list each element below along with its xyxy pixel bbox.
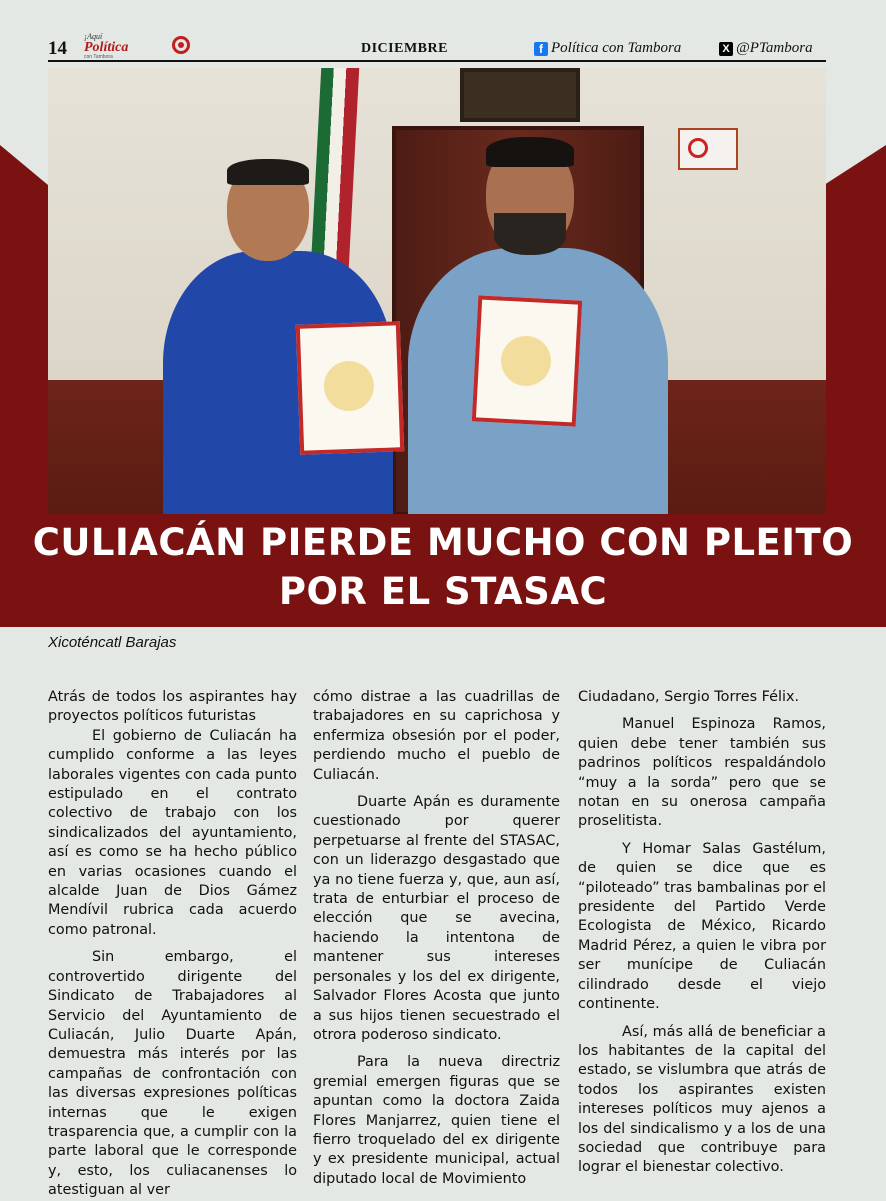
x-link[interactable] — [719, 40, 813, 57]
logo-small-text: ¡Aquí — [84, 32, 103, 41]
photo-document-right — [472, 295, 582, 426]
x-handle: @PTambora — [736, 40, 813, 56]
person-left-hair — [227, 159, 309, 185]
person-right-beard — [494, 213, 566, 255]
paragraph: El gobierno de Culiacán ha cumplido conforme a las leyes laborales vigentes con cada punto estipulado en el contrato colectivo de trabajo con los sindicalizados del ayuntamiento, así es como se ha hecho público en varias ocasiones cuando el alcalde Juan de Dios Gámez Mendívil rubrica cada acuerdo como patronal. — [48, 727, 297, 938]
photo-document-left — [296, 321, 404, 455]
decorative-band-right — [824, 185, 886, 515]
article-column-1 — [48, 688, 297, 1201]
issue-month: DICIEMBRE — [361, 41, 448, 56]
headline-line-1: CULIACÁN PIERDE MUCHO CON PLEITO — [32, 521, 854, 564]
paragraph: Manuel Espinoza Ramos, quien debe tener también sus padrinos políticos respaldándolo “muy a la sorda” pero que se notan en su onerosa campaña proselitista. — [578, 716, 826, 830]
publication-logo — [84, 34, 204, 60]
header-rule — [48, 60, 826, 62]
article-column-2 — [313, 688, 560, 1189]
decorative-corner-left — [0, 145, 48, 185]
facebook-icon: f — [534, 42, 548, 56]
paragraph: Así, más allá de beneficiar a los habitantes de la capital del estado, se vislumbra que atrás de todos los aspirantes existen intereses políticos muy ajenos a los del sindicalismo y a los de una sociedad que contribuye para lograr el bienestar colectivo. — [578, 1023, 826, 1176]
logo-tagline: con Tambora — [84, 54, 113, 60]
article-photo — [48, 68, 826, 514]
decorative-corner-right — [824, 145, 886, 185]
paragraph: Ciudadano, Sergio Torres Félix. — [578, 689, 800, 705]
x-icon: X — [719, 42, 733, 56]
paragraph: Para la nueva directriz gremial emergen figuras que se apuntan como la doctora Zaida Flores Manjarrez, quien tiene el fierro troquelado del ex dirigente y ex presidente municipal, actual diputado local de Movimiento — [313, 1054, 560, 1187]
facebook-handle: Política con Tambora — [551, 40, 682, 56]
logo-wordmark: Política — [84, 40, 129, 55]
facebook-link[interactable] — [534, 40, 681, 57]
page-number: 14 — [48, 38, 67, 59]
paragraph: Duarte Apán es duramente cuestionado por querer perpetuarse al frente del STASAC, con un liderazgo desgastado que ya no tiene fuerza y, que, aun así, trata de enturbiar el proceso de elección que se avecina, haciendo la intentona de mantener sus intereses personales y los del ex dirigente, Salvador Flores Acosta que junto a sus hijos tienen secuestrado el otrora poderoso sindicato. — [313, 794, 560, 1043]
article-headline — [0, 518, 886, 616]
article-byline: Xicoténcatl Barajas — [48, 634, 177, 651]
decorative-band-left — [0, 185, 48, 515]
headline-line-2: POR EL STASAC — [278, 570, 608, 613]
paragraph: Sin embargo, el controvertido dirigente del Sindicato de Trabajadores al Servicio del Ayuntamiento de Culiacán, Julio Duarte Apán, demuestra más interés por las campañas de confrontación con las diversas expresiones políticas internas que le exigen trasparencia que, a cumplir con la parte laboral que le corresponde y, esto, los culiacanenses lo atestiguan al ver — [48, 949, 297, 1199]
article-column-3 — [578, 688, 826, 1178]
photo-portrait-frame — [460, 68, 580, 122]
logo-emblem-icon — [172, 36, 190, 54]
page-header — [48, 34, 826, 60]
paragraph: cómo distrae a las cuadrillas de trabajadores en su caprichosa y enfermiza obsesión por el poder, perdiendo mucho el pueblo de Culiacán. — [313, 689, 560, 783]
person-right-hair — [486, 137, 574, 167]
no-smoking-sign-icon — [678, 128, 738, 170]
paragraph: Atrás de todos los aspirantes hay proyectos políticos futuristas — [48, 689, 297, 725]
paragraph: Y Homar Salas Gastélum, de quien se dice que es “piloteado” tras bambalinas por el presidente del Partido Verde Ecologista de México, Ricardo Madrid Pérez, a quien le vibra por ser munícipe de Culiacán cilindrado desde el viejo continente. — [578, 840, 826, 1013]
